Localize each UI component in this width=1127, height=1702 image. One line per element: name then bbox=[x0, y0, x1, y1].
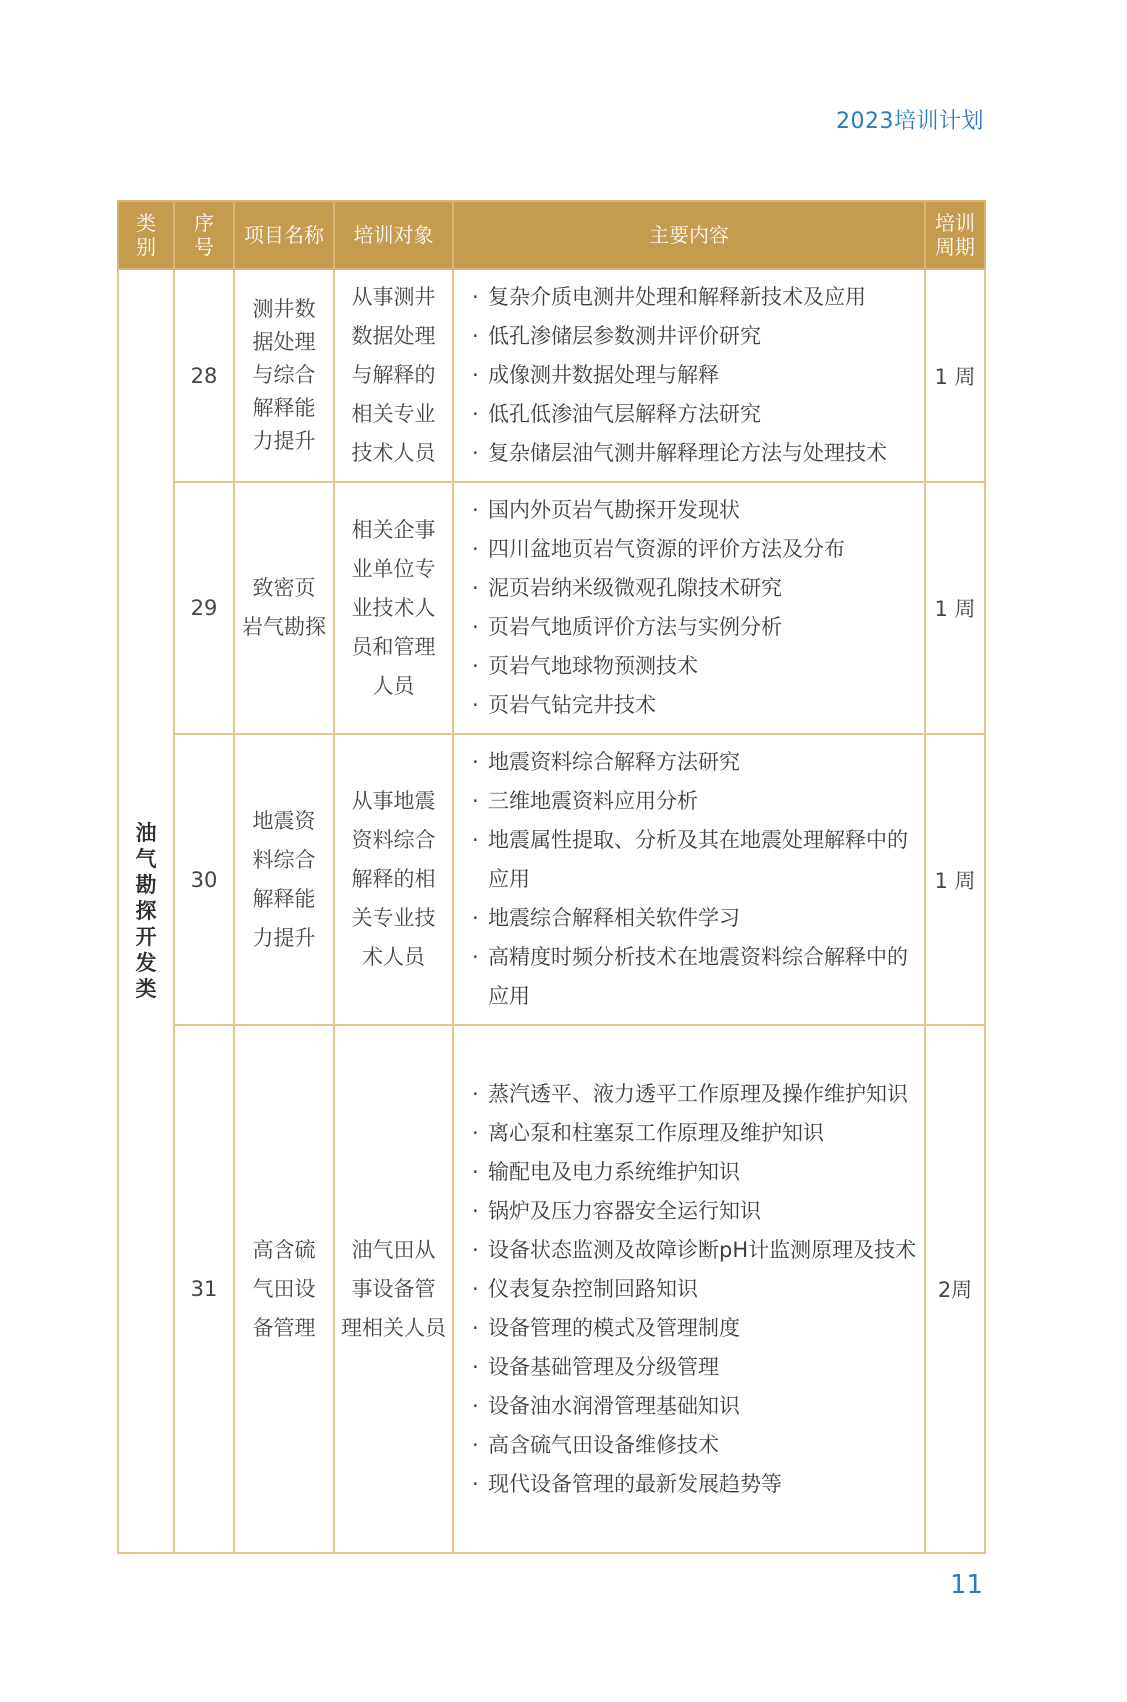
content-item: · 设备状态监测及故障诊断pH计监测原理及技术 bbox=[472, 1231, 920, 1270]
project-name-line: 测井数 bbox=[252, 297, 316, 321]
row-number: 30 bbox=[174, 734, 234, 1025]
project-name-line: 力提升 bbox=[252, 925, 316, 950]
target-line: 业单位专 bbox=[351, 556, 436, 581]
target-line: 相关企事 bbox=[351, 517, 436, 542]
project-name-line: 力提升 bbox=[252, 429, 316, 453]
content-item: · 国内外页岩气勘探开发现状 bbox=[472, 491, 920, 530]
category-char: 油 bbox=[135, 821, 157, 845]
content-item: · 页岩气地质评价方法与实例分析 bbox=[472, 608, 920, 647]
training-period: 1 周 bbox=[925, 482, 985, 734]
project-name bbox=[234, 734, 334, 1025]
content-item: · 低孔低渗油气层解释方法研究 bbox=[472, 395, 920, 434]
content-item: · 设备油水润滑管理基础知识 bbox=[472, 1387, 920, 1426]
target-line: 数据处理 bbox=[351, 324, 436, 348]
target-line: 解释的相 bbox=[351, 867, 436, 891]
content-item: · 设备基础管理及分级管理 bbox=[472, 1348, 920, 1387]
header-category-line: 类 bbox=[136, 211, 156, 235]
content-item: · 地震资料综合解释方法研究 bbox=[472, 743, 920, 782]
content-item: · 锅炉及压力容器安全运行知识 bbox=[472, 1192, 920, 1231]
target-line: 从事地震 bbox=[351, 789, 436, 813]
content-item: · 仪表复杂控制回路知识 bbox=[472, 1270, 920, 1309]
category-char: 勘 bbox=[135, 873, 157, 897]
content-item: · 高精度时频分析技术在地震资料综合解释中的应用 bbox=[472, 938, 920, 1016]
content-item: · 现代设备管理的最新发展趋势等 bbox=[472, 1465, 920, 1504]
target-line: 理相关人员 bbox=[341, 1315, 446, 1340]
project-name-line: 气田设 bbox=[252, 1276, 316, 1301]
project-name-line: 解释能 bbox=[252, 396, 316, 420]
target-line: 术人员 bbox=[362, 945, 425, 969]
header-period bbox=[925, 201, 985, 269]
header-number-line: 序 bbox=[194, 211, 214, 235]
training-period: 2周 bbox=[925, 1025, 985, 1553]
content-item: · 低孔渗储层参数测井评价研究 bbox=[472, 317, 920, 356]
training-period: 1 周 bbox=[925, 734, 985, 1025]
table-row bbox=[118, 269, 985, 482]
content-item: · 页岩气地球物预测技术 bbox=[472, 647, 920, 686]
project-name bbox=[234, 1025, 334, 1553]
page-number: 11 bbox=[950, 1570, 984, 1600]
project-name-line: 致密页 bbox=[252, 576, 316, 600]
category-cell bbox=[118, 269, 174, 1553]
target-line: 技术人员 bbox=[351, 441, 436, 465]
content-item: · 设备管理的模式及管理制度 bbox=[472, 1309, 920, 1348]
project-name-line: 解释能 bbox=[252, 886, 316, 911]
target-line: 与解释的 bbox=[351, 363, 436, 387]
project-name-line: 岩气勘探 bbox=[242, 615, 326, 639]
content-item: · 输配电及电力系统维护知识 bbox=[472, 1153, 920, 1192]
header-content: 主要内容 bbox=[453, 201, 925, 269]
content-item: · 四川盆地页岩气资源的评价方法及分布 bbox=[472, 530, 920, 569]
target-line: 油气田从 bbox=[351, 1237, 436, 1262]
target-line: 从事测井 bbox=[351, 285, 436, 309]
project-name-line: 与综合 bbox=[252, 363, 316, 387]
content-item: · 复杂介质电测井处理和解释新技术及应用 bbox=[472, 278, 920, 317]
header-project-name: 项目名称 bbox=[234, 201, 334, 269]
content-item: · 地震综合解释相关软件学习 bbox=[472, 899, 920, 938]
target-line: 人员 bbox=[372, 673, 415, 698]
target-line: 关专业技 bbox=[351, 906, 436, 930]
header-number bbox=[174, 201, 234, 269]
target-line: 资料综合 bbox=[351, 828, 436, 852]
project-name bbox=[234, 482, 334, 734]
category-char: 发 bbox=[135, 951, 157, 975]
content-item: · 三维地震资料应用分析 bbox=[472, 782, 920, 821]
project-name-line: 据处理 bbox=[252, 330, 316, 354]
category-char: 探 bbox=[135, 899, 157, 923]
project-name bbox=[234, 269, 334, 482]
table-row bbox=[118, 1025, 985, 1553]
training-target bbox=[334, 734, 453, 1025]
category-char: 气 bbox=[135, 847, 157, 871]
row-number: 31 bbox=[174, 1025, 234, 1553]
target-line: 员和管理 bbox=[351, 634, 436, 659]
category-char: 类 bbox=[135, 977, 157, 1001]
header-target: 培训对象 bbox=[334, 201, 453, 269]
content-item: · 复杂储层油气测井解释理论方法与处理技术 bbox=[472, 434, 920, 473]
training-target bbox=[334, 1025, 453, 1553]
content-item: · 地震属性提取、分析及其在地震处理解释中的应用 bbox=[472, 821, 920, 899]
main-content bbox=[453, 482, 925, 734]
project-name-line: 地震资 bbox=[252, 808, 316, 833]
header-number-line: 号 bbox=[194, 235, 214, 259]
table-header-row bbox=[118, 201, 985, 269]
page-title: 2023培训计划 bbox=[836, 109, 984, 134]
category-char: 开 bbox=[135, 925, 157, 949]
training-period: 1 周 bbox=[925, 269, 985, 482]
row-number: 28 bbox=[174, 269, 234, 482]
main-content bbox=[453, 269, 925, 482]
table-row bbox=[118, 482, 985, 734]
main-content bbox=[453, 1025, 925, 1553]
project-name-line: 备管理 bbox=[252, 1315, 316, 1340]
content-item: · 泥页岩纳米级微观孔隙技术研究 bbox=[472, 569, 920, 608]
training-plan-table bbox=[117, 200, 986, 1554]
content-item: · 页岩气钻完井技术 bbox=[472, 686, 920, 725]
table-row bbox=[118, 734, 985, 1025]
header-category bbox=[118, 201, 174, 269]
row-number: 29 bbox=[174, 482, 234, 734]
content-item: · 成像测井数据处理与解释 bbox=[472, 356, 920, 395]
content-item: · 蒸汽透平、液力透平工作原理及操作维护知识 bbox=[472, 1075, 920, 1114]
header-period-line: 周期 bbox=[935, 235, 975, 259]
target-line: 相关专业 bbox=[351, 402, 436, 426]
header-period-line: 培训 bbox=[935, 211, 975, 235]
content-item: · 离心泵和柱塞泵工作原理及维护知识 bbox=[472, 1114, 920, 1153]
header-category-line: 别 bbox=[136, 235, 156, 259]
content-item: · 高含硫气田设备维修技术 bbox=[472, 1426, 920, 1465]
project-name-line: 高含硫 bbox=[252, 1237, 316, 1262]
training-target bbox=[334, 269, 453, 482]
target-line: 事设备管 bbox=[351, 1276, 436, 1301]
target-line: 业技术人 bbox=[351, 595, 436, 620]
training-target bbox=[334, 482, 453, 734]
project-name-line: 料综合 bbox=[252, 847, 316, 872]
main-content bbox=[453, 734, 925, 1025]
